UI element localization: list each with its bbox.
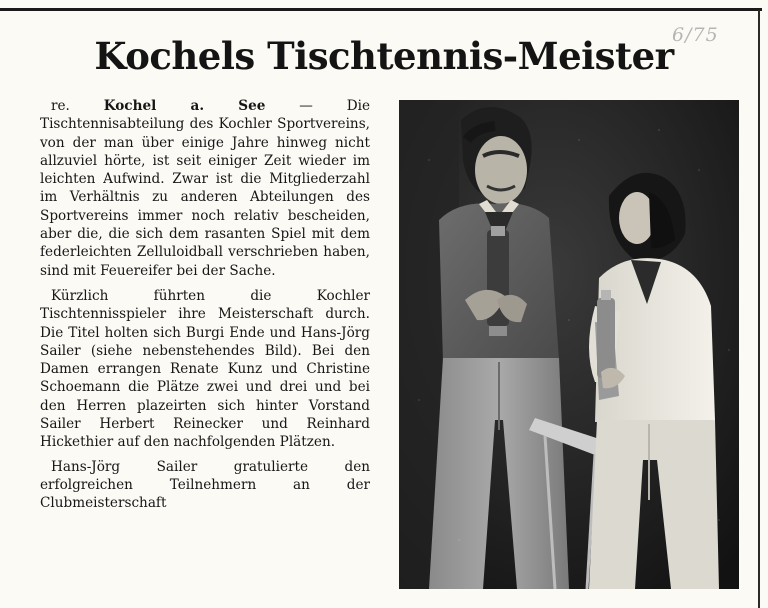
paragraph-1 xyxy=(40,97,370,280)
byline-prefix: re. xyxy=(51,98,70,114)
paragraph-1-text: — Die Tischtennisabteilung des Kochler Sportvereins, von der man über einige Jahre hinweg nicht allzuviel hörte, ist seit einiger Zeit wieder im leichten Aufwind. Zwar ist die Mitgliederzahl im Verhältnis zu anderen Abteilungen des Sportvereins immer noch relativ bescheiden, aber die, die sich dem rasanten Spiel mit dem federleichten Zelluloidball verschrieben haben, sind mit Feuereifer bei der Sache. xyxy=(40,98,370,279)
paragraph-3: Hans-Jörg Sailer gratulierte den erfolgreichen Teilnehmern an der Clubmeisterschaft xyxy=(40,458,370,512)
article-body xyxy=(40,97,370,513)
handwritten-mark: 6/75 xyxy=(672,24,719,46)
article-photo xyxy=(399,100,739,589)
paragraph-2: Kürzlich führten die Kochler Tischtennisspieler ihre Meisterschaft durch. Die Titel holten sich Burgi Ende und Hans-Jörg Sailer (siehe nebenstehendes Bild). Bei den Damen errangen Renate Kunz und Christine Schoemann die Plätze zwei und drei und bei den Herren plazeirten sich hinter Vorstand Sailer Herbert Reinecker und Reinhard Hickethier auf den nachfolgenden Plätzen. xyxy=(40,287,370,451)
byline-place: Kochel a. See xyxy=(103,98,266,114)
right-rule xyxy=(758,10,760,608)
top-rule xyxy=(0,8,762,11)
photo-illustration xyxy=(399,100,739,589)
headline: Kochels Tischtennis-Meister xyxy=(94,34,674,78)
